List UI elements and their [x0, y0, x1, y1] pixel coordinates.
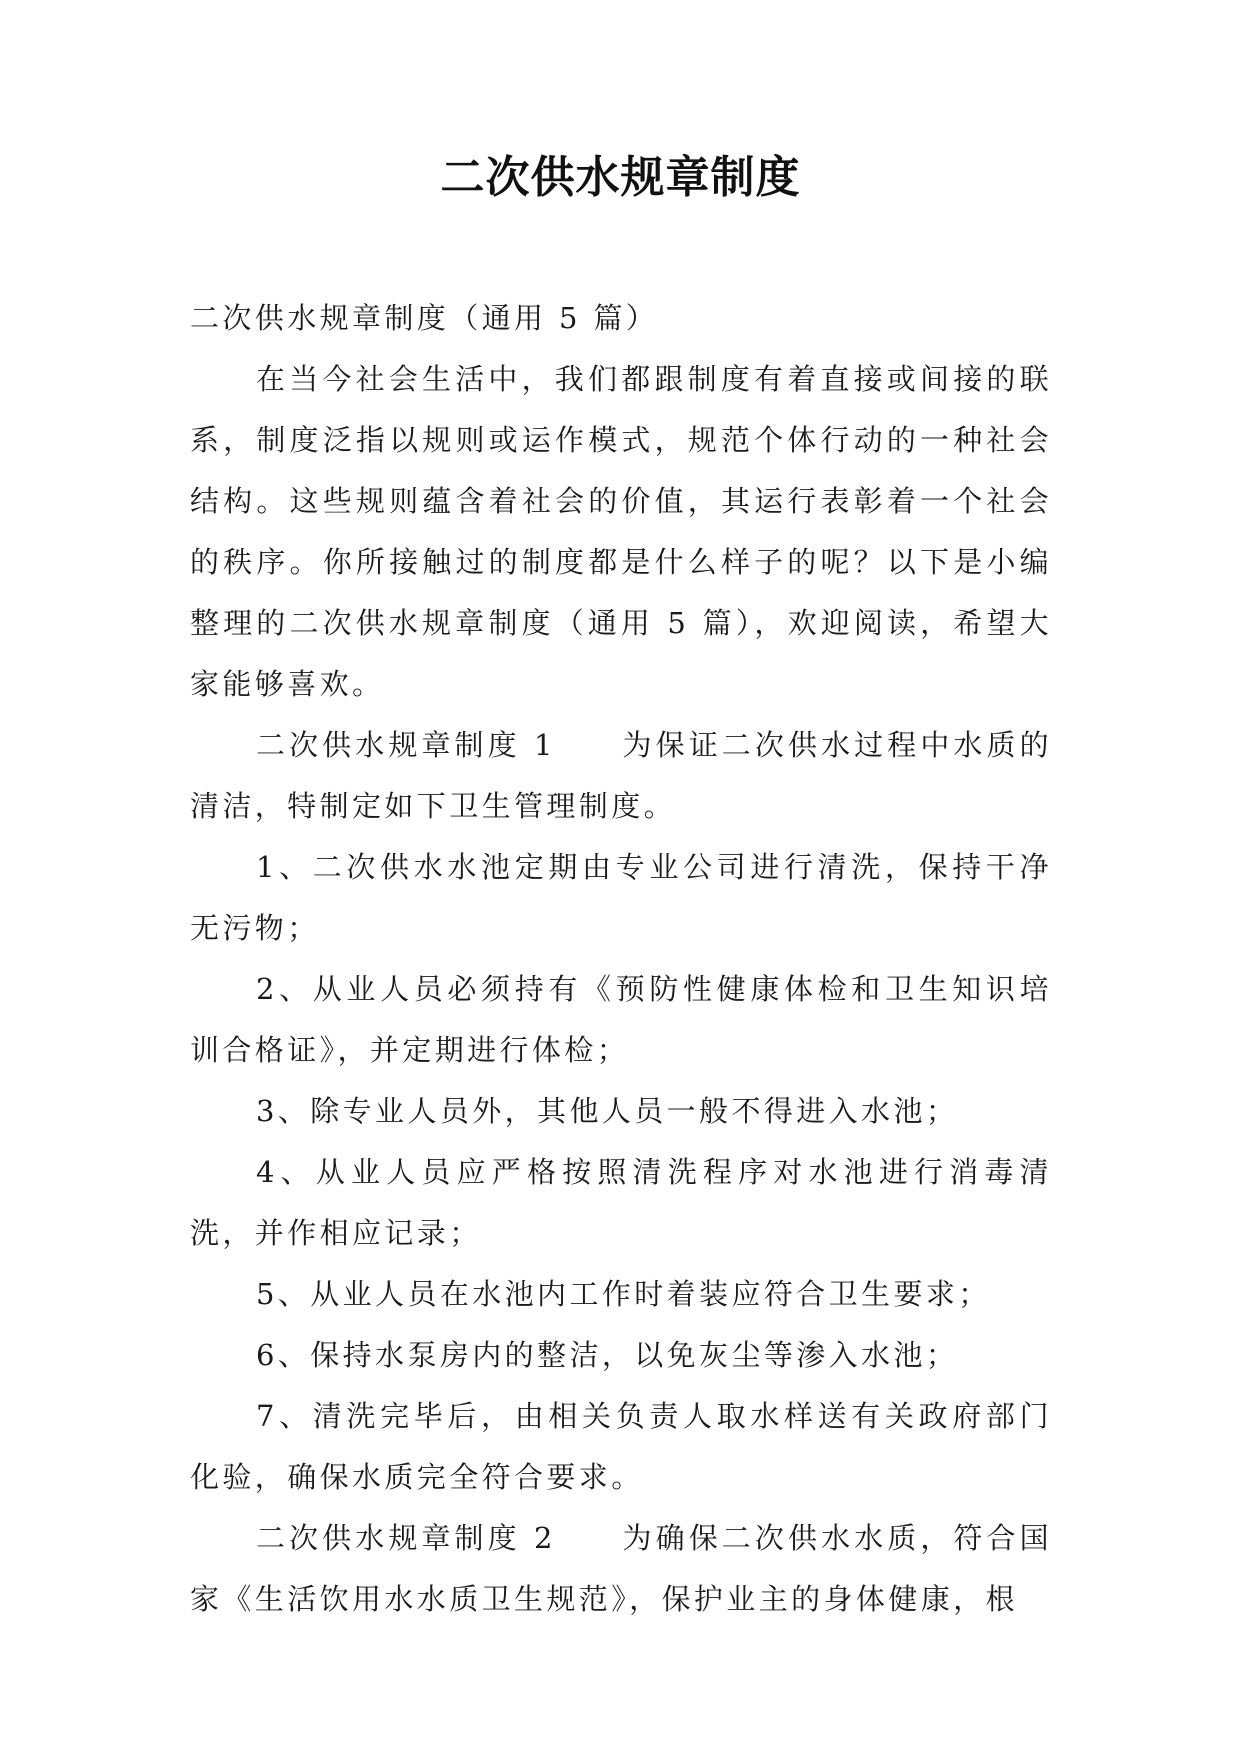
list-item: 3、除专业人员外，其他人员一般不得进入水池； [256, 1094, 959, 1128]
section-2-heading: 二次供水规章制度 2 [256, 1521, 556, 1555]
section-1-heading: 二次供水规章制度 1 [256, 728, 556, 762]
list-item: 6、保持水泵房内的整洁，以免灰尘等渗入水池； [256, 1338, 959, 1372]
document-subtitle: 二次供水规章制度（通用 5 篇） [190, 301, 659, 335]
list-item: 7、清洗完毕后，由相关负责人取水样送有关政府部门化验，确保水质完全符合要求。 [190, 1399, 1052, 1494]
list-item: 4、从业人员应严格按照清洗程序对水池进行消毒清洗，并作相应记录； [190, 1155, 1052, 1250]
list-item: 2、从业人员必须持有《预防性健康体检和卫生知识培训合格证》，并定期进行体检； [190, 972, 1052, 1067]
intro-paragraph: 在当今社会生活中，我们都跟制度有着直接或间接的联系，制度泛指以规则或运作模式，规范个体行动的一种社会结构。这些规则蕴含着社会的价值，其运行表彰着一个社会的秩序。你所接触过的制度都是什么样子的呢？以下是小编整理的二次供水规章制度（通用 5 篇），欢迎阅读，希望大家能够喜欢。 [190, 362, 1052, 701]
section-1-paragraph [190, 715, 1052, 837]
document-title: 二次供水规章制度 [440, 152, 801, 203]
list-item: 5、从业人员在水池内工作时着装应符合卫生要求； [256, 1277, 991, 1311]
list-item: 1、二次供水水池定期由专业公司进行清洗，保持干净无污物； [190, 850, 1052, 945]
document-body [190, 288, 1052, 1630]
section-1-lead: 为保证二次供水过程中水质的清洁，特制定如下卫生管理制度。 [190, 728, 1052, 823]
section-2-paragraph [190, 1508, 1052, 1630]
section-2-lead: 为确保二次供水水质，符合国家《生活饮用水水质卫生规范》，保护业主的身体健康，根 [190, 1521, 1052, 1616]
